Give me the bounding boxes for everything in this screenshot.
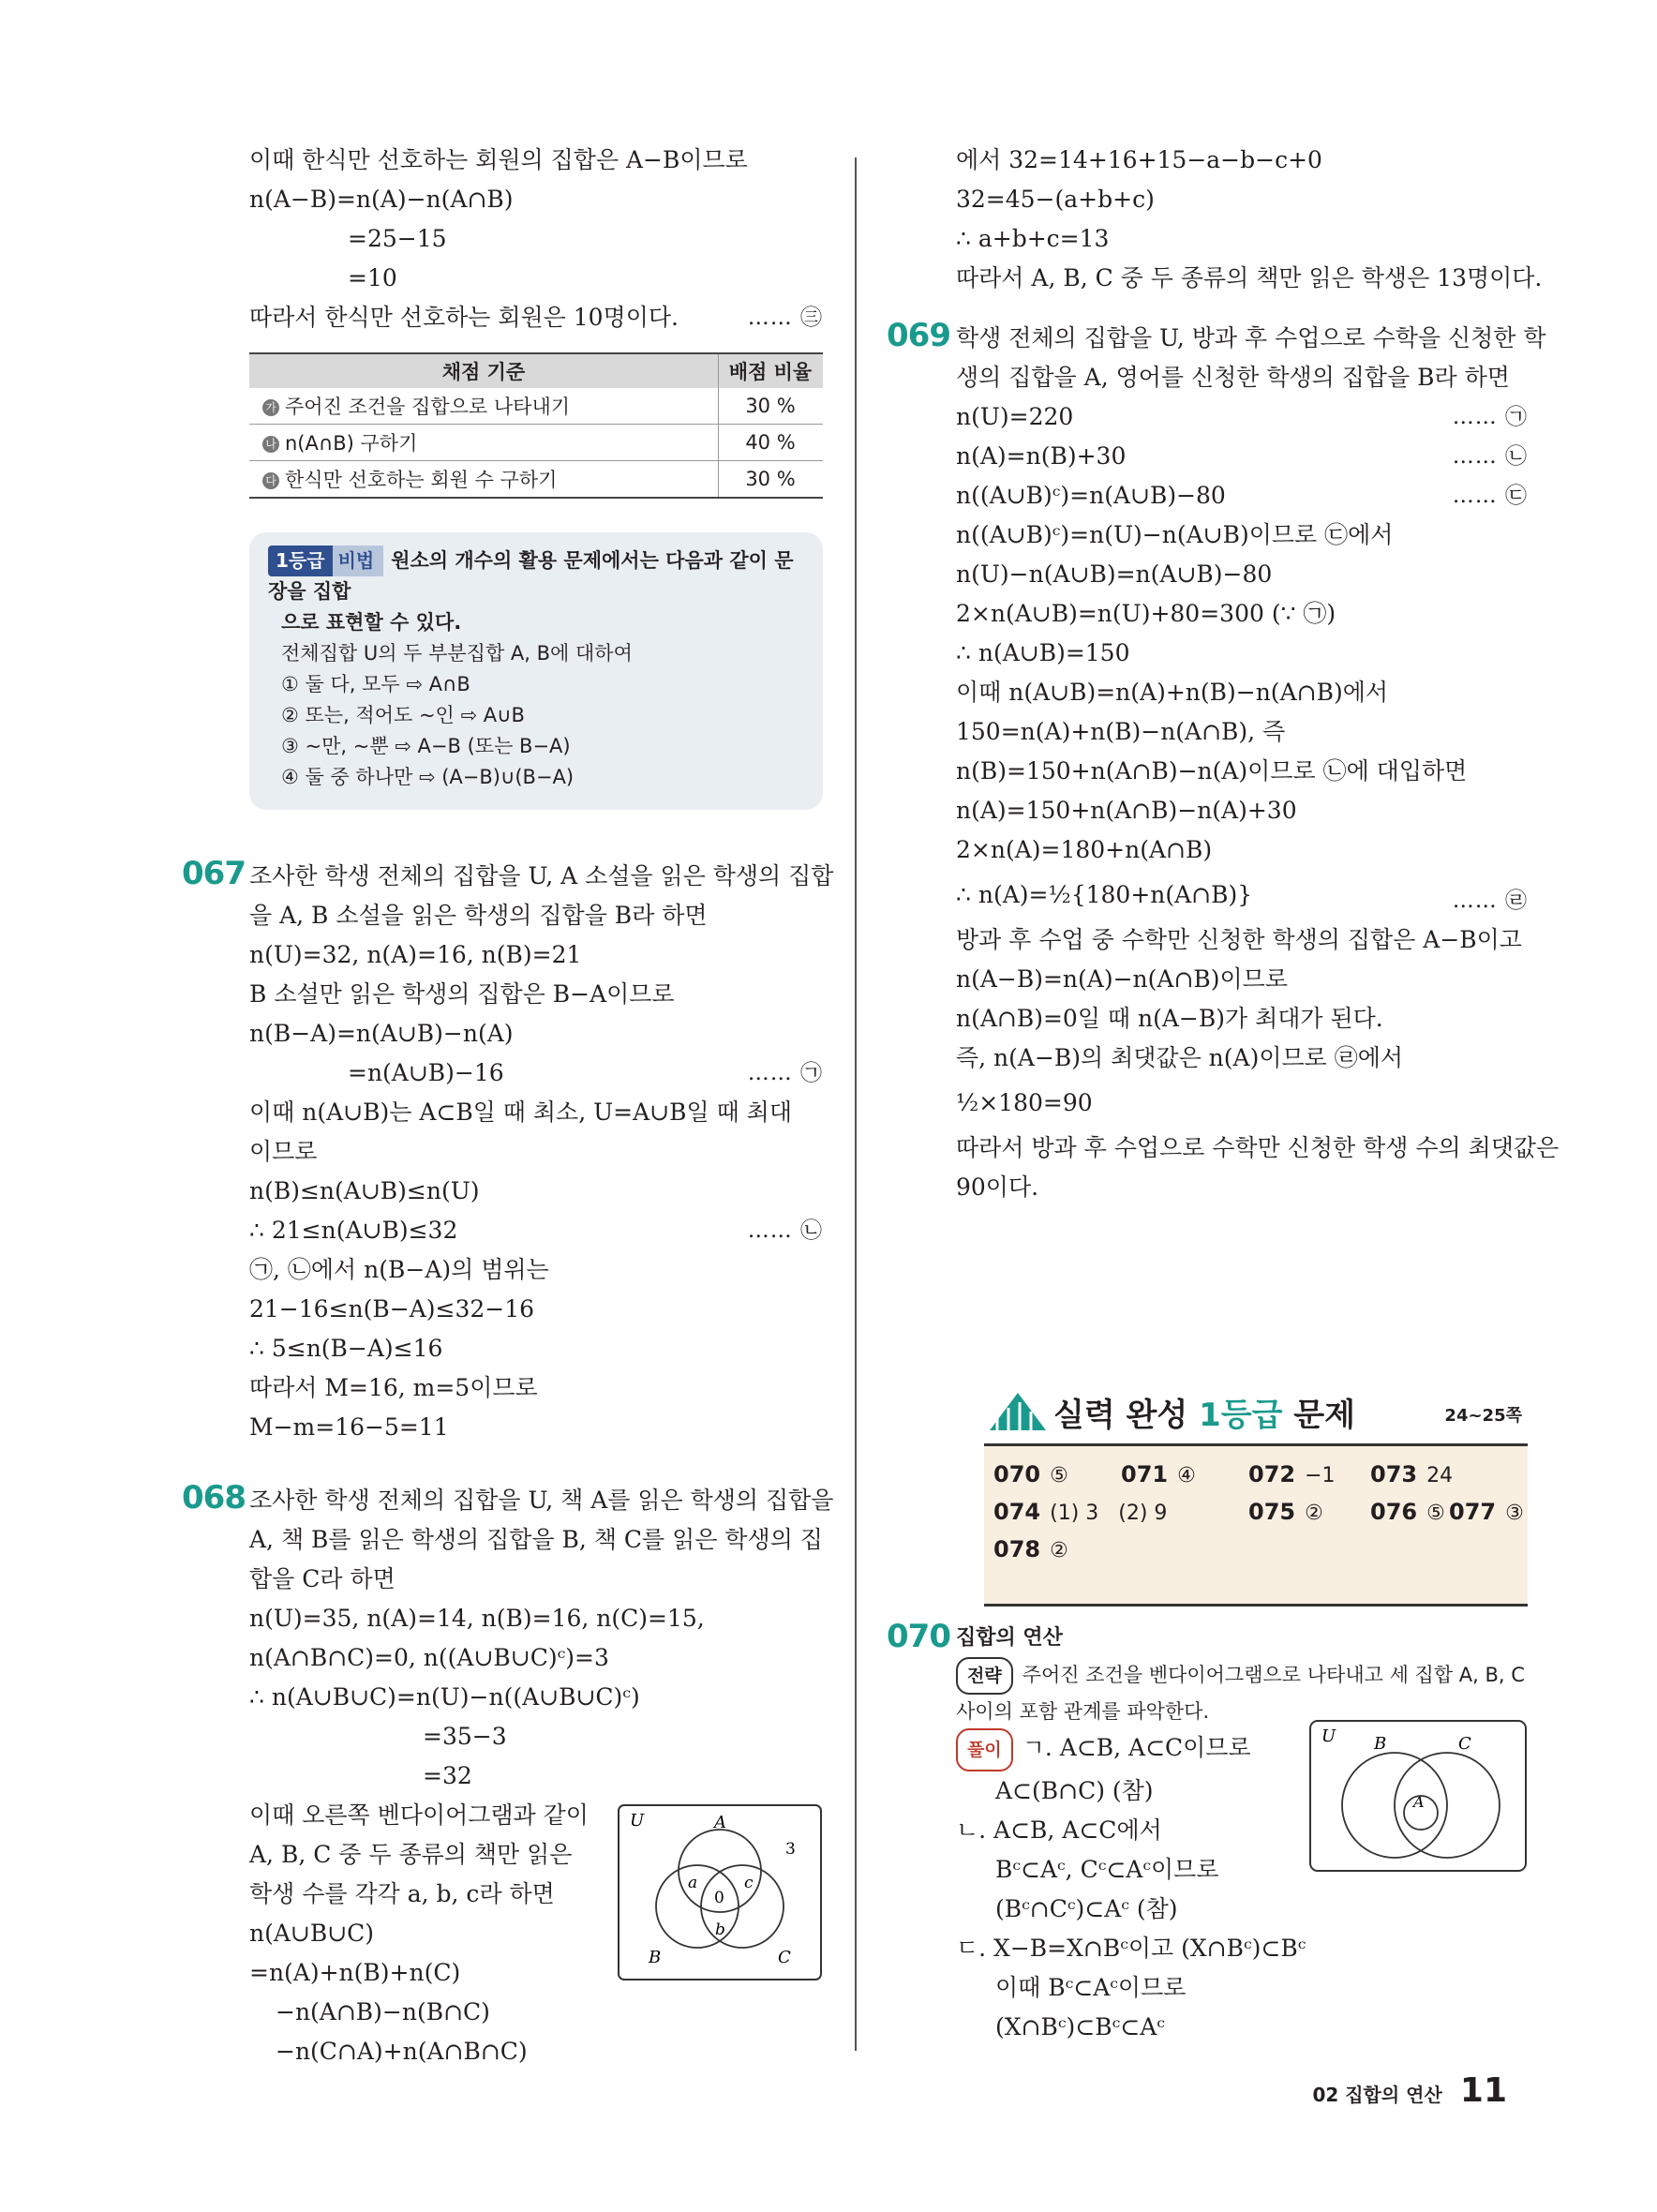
tip-badge: 1등급 (268, 546, 333, 576)
problem-070 (887, 1618, 1528, 2047)
strategy-text: 주어진 조건을 벤다이어그램으로 나타내고 세 집합 A, B, C (1022, 1664, 1525, 1686)
answer-number: 072 (1248, 1461, 1296, 1487)
tip-box (249, 532, 823, 810)
solution-text: ㄱ. A⊂B, A⊂C이므로 (1022, 1734, 1251, 1761)
table-cell (249, 461, 719, 499)
answer-item (1121, 1461, 1196, 1487)
answer-number: 071 (1121, 1461, 1169, 1487)
text-line: 즉, n(A−B)의 최댓값은 n(A)이므로 ㉣에서 (956, 1044, 1404, 1071)
tip-line: 으로 표현할 수 있다. (281, 611, 462, 634)
answer-number: 070 (993, 1461, 1041, 1487)
answer-item (993, 1536, 1068, 1562)
table-row (249, 461, 823, 499)
mark-icon: 다 (262, 472, 279, 489)
venn-label-u: U (1321, 1726, 1336, 1746)
table-header: 채점 기준 (249, 353, 719, 388)
text-line: 조사한 학생 전체의 집합을 U, A 소설을 읽은 학생의 집합 (249, 862, 834, 889)
equation-line (249, 1054, 823, 1093)
text-line: 생의 집합을 A, 영어를 신청한 학생의 집합을 B라 하면 (956, 364, 1510, 391)
step-tag: …… ㉡ (1452, 444, 1528, 469)
venn-label-c: C (778, 1948, 791, 1967)
table-cell: 30 % (719, 461, 824, 499)
equation-line: 에서 32=14+16+15−a−b−c+0 (956, 146, 1322, 173)
page-number: 11 (1459, 2071, 1507, 2110)
text-line: 합을 C라 하면 (249, 1565, 396, 1592)
answer-item (1449, 1499, 1524, 1525)
text-line: A, B, C 중 두 종류의 책만 읽은 (249, 1841, 573, 1868)
section-title-highlight: 1등급 (1199, 1397, 1283, 1434)
solution-line: (Bᶜ∩Cᶜ)⊂Aᶜ (참) (995, 1895, 1178, 1922)
criterion-text: n(A∩B) 구하기 (285, 432, 418, 455)
text-line: 학생 전체의 집합을 U, 방과 후 수업으로 수학을 신청한 학 (956, 324, 1546, 351)
problem-number: 069 (887, 317, 950, 354)
solution-line: ㄷ. X−B=X∩Bᶜ이고 (X∩Bᶜ)⊂Bᶜ (956, 1935, 1306, 1962)
text-line: n(A∩B)=0일 때 n(A−B)가 최대가 된다. (956, 1005, 1383, 1032)
section-title (1053, 1389, 1355, 1435)
equation-line: n(A∩B∩C)=0, n((A∪B∪C)ᶜ)=3 (249, 1644, 609, 1671)
answer-value: ② (1050, 1539, 1068, 1562)
table-header-row (249, 353, 823, 388)
text-line (249, 298, 823, 337)
equation-line: −n(C∩A)+n(A∩B∩C) (276, 2038, 528, 2065)
answer-value: −1 (1305, 1464, 1336, 1487)
table-row (249, 388, 823, 425)
venn-value-zero: 0 (714, 1889, 724, 1907)
equation-line: =10 (348, 264, 397, 291)
conclusion-text: 따라서 한식만 선호하는 회원은 10명이다. (249, 304, 679, 331)
answer-item (1248, 1461, 1336, 1487)
equation-line: =25−15 (348, 225, 447, 252)
text-line: 따라서 A, B, C 중 두 종류의 책만 읽은 학생은 13명이다. (956, 264, 1543, 291)
venn-diagram-070 (1308, 1719, 1528, 1873)
step-tag: …… ㉠ (747, 1061, 823, 1085)
venn-label-b: B (1374, 1734, 1387, 1754)
equation-line: 150=n(A)+n(B)−n(A∩B), 즉 (956, 718, 1286, 745)
answer-value: ④ (1177, 1464, 1196, 1487)
tip-line: ④ 둘 중 하나만 ⇨ (A−B)∪(B−A) (281, 766, 575, 788)
equation-line: 2×n(A)=180+n(A∩B) (956, 836, 1213, 863)
text-line: 을 A, B 소설을 읽은 학생의 집합을 B라 하면 (249, 902, 708, 929)
answer-number: 075 (1248, 1499, 1296, 1525)
answer-item (1370, 1461, 1453, 1487)
equation-line: n(A−B)=n(A)−n(A∩B) (249, 186, 514, 213)
equation-line: n(U)=32, n(A)=16, n(B)=21 (249, 941, 582, 968)
answer-item (993, 1499, 1167, 1525)
step-tag: …… ㉣ (1452, 889, 1528, 913)
step-tag: …… ㉠ (1452, 405, 1528, 429)
equation-line: n((A∪B)ᶜ)=n(U)−n(A∪B)이므로 ㉢에서 (956, 521, 1394, 548)
equation-line (956, 397, 1528, 437)
section-pages: 24~25쪽 (1444, 1406, 1522, 1426)
answer-value: ③ (1505, 1502, 1524, 1525)
step-tag: …… ㉡ (747, 1218, 823, 1243)
equation-line: n(A−B)=n(A)−n(A∩B)이므로 (956, 965, 1288, 993)
equation-line (956, 870, 1528, 920)
equation-line: ½×180=90 (956, 1089, 1093, 1116)
equation-line: ∴ n(A∪B)=150 (956, 639, 1130, 666)
venn-label-a: A (714, 1813, 726, 1832)
text-line: 방과 후 수업 중 수학만 신청한 학생의 집합은 A−B이고 (956, 926, 1522, 953)
equation-text: n(U)=220 (956, 403, 1074, 430)
equation-line: 21−16≤n(B−A)≤32−16 (249, 1295, 535, 1323)
problem-069 (887, 317, 1560, 1207)
solution-line: ㄴ. A⊂B, A⊂C에서 (956, 1816, 1162, 1844)
strategy-line: 사이의 포함 관계를 파악한다. (956, 1700, 1210, 1723)
answer-box (984, 1443, 1528, 1607)
equation-line: n(B)≤n(A∪B)≤n(U) (249, 1177, 480, 1204)
solution-badge: 풀이 (956, 1728, 1013, 1771)
venn-label-b: B (649, 1948, 662, 1967)
venn-value-three: 3 (785, 1840, 796, 1859)
tip-line: ② 또는, 적어도 ~인 ⇨ A∪B (281, 704, 525, 726)
mark-icon: 가 (262, 399, 279, 416)
chapter-title: 02 집합의 연산 (1312, 2084, 1442, 2106)
section-header (984, 1385, 1528, 1438)
answer-value: ⑤ (1426, 1502, 1445, 1525)
page-footer (1312, 2071, 1507, 2110)
text-line: 이때 오른쪽 벤다이어그램과 같이 (249, 1801, 589, 1829)
criterion-text: 주어진 조건을 집합으로 나타내기 (285, 396, 571, 418)
equation-line: n(U)−n(A∪B)=n(A∪B)−80 (956, 560, 1273, 588)
answer-number: 078 (993, 1536, 1041, 1562)
equation-text: ∴ n(A)=½{180+n(A∩B)} (956, 881, 1253, 908)
equation-line: 이때 n(A∪B)=n(A)+n(B)−n(A∩B)에서 (956, 679, 1388, 706)
answer-item (1370, 1499, 1445, 1525)
equation-line: n(B)=150+n(A∩B)−n(A)이므로 ㉡에 대입하면 (956, 757, 1468, 785)
left-column (182, 141, 834, 2071)
answer-item (993, 1461, 1068, 1487)
equation-line: ∴ 5≤n(B−A)≤16 (249, 1335, 443, 1362)
problem-number: 067 (182, 855, 246, 892)
table-cell (249, 388, 719, 425)
text-line: 이므로 (249, 1138, 318, 1165)
equation-line: n(A∪B∪C) (249, 1920, 375, 1947)
section-title-part: 실력 완성 (1053, 1397, 1188, 1434)
tip-line: 전체집합 U의 두 부분집합 A, B에 대하여 (281, 642, 633, 665)
column-divider (855, 157, 857, 2051)
venn-label-c: C (1458, 1734, 1471, 1754)
equation-line: 32=45−(a+b+c) (956, 186, 1155, 213)
problem-067 (182, 855, 834, 1447)
equation-line: =32 (423, 1762, 472, 1789)
equation-line: −n(A∩B)−n(B∩C) (276, 1998, 490, 2025)
answer-value: ② (1305, 1502, 1323, 1525)
answer-number: 073 (1370, 1461, 1418, 1487)
solution-line: A⊂(B∩C) (참) (995, 1777, 1154, 1804)
step-tag: …… ㊂ (747, 306, 823, 330)
section-logo-icon (984, 1389, 1050, 1434)
text-line: 90이다. (956, 1173, 1039, 1201)
table-cell: 30 % (719, 388, 824, 425)
text-line: 조사한 학생 전체의 집합을 U, 책 A를 읽은 학생의 집합을 (249, 1487, 834, 1514)
text-line: 학생 수를 각각 a, b, c라 하면 (249, 1880, 555, 1907)
text-line: ㉠, ㉡에서 n(B−A)의 범위는 (249, 1256, 549, 1283)
strategy-line (956, 1657, 1528, 1695)
answer-value: 24 (1426, 1464, 1454, 1487)
venn-label-a: A (1413, 1793, 1425, 1811)
venn-value-b: b (715, 1921, 725, 1939)
answer-number: 076 (1370, 1499, 1418, 1525)
text-line: B 소설만 읽은 학생의 집합은 B−A이므로 (249, 980, 675, 1008)
tip-badge: 비법 (333, 546, 384, 576)
equation-line: M−m=16−5=11 (249, 1413, 449, 1441)
criterion-text: 한식만 선호하는 회원 수 구하기 (285, 469, 558, 491)
equation-text: ∴ 21≤n(A∪B)≤32 (249, 1217, 458, 1244)
tip-line: ③ ~만, ~뿐 ⇨ A−B (또는 B−A) (281, 735, 571, 757)
step-tag: …… ㉢ (1452, 484, 1528, 508)
problem-number: 068 (182, 1479, 246, 1517)
venn-diagram-068 (617, 1803, 823, 1981)
problem-068 (182, 1479, 834, 2071)
answer-number: 074 (993, 1499, 1041, 1525)
answer-number: 077 (1449, 1499, 1497, 1525)
equation-line (956, 437, 1528, 476)
tip-text: 원소의 개수의 활용 문제에서는 다음과 같이 문장을 집합 (268, 549, 794, 603)
problem-number: 070 (887, 1618, 950, 1655)
tip-line: ① 둘 다, 모두 ⇨ A∩B (281, 673, 470, 695)
equation-text: n((A∪B)ᶜ)=n(A∪B)−80 (956, 482, 1226, 509)
solution-line: Bᶜ⊂Aᶜ, Cᶜ⊂Aᶜ이므로 (995, 1856, 1219, 1883)
equation-text: =n(A∪B)−16 (348, 1059, 504, 1086)
text-line: 따라서 M=16, m=5이므로 (249, 1374, 538, 1401)
equation-text: n(A)=n(B)+30 (956, 442, 1127, 470)
equation-line: n(U)=35, n(A)=14, n(B)=16, n(C)=15, (249, 1605, 705, 1632)
text-line: 이때 n(A∪B)는 A⊂B일 때 최소, U=A∪B일 때 최대 (249, 1099, 792, 1126)
section-title-part: 문제 (1293, 1397, 1355, 1434)
answer-value: ⑤ (1050, 1464, 1068, 1487)
tip-line (268, 546, 804, 607)
solution-line: 이때 Bᶜ⊂Aᶜ이므로 (995, 1974, 1187, 2001)
equation-line: ∴ a+b+c=13 (956, 225, 1110, 252)
equation-line: =35−3 (423, 1723, 507, 1750)
venn-label-u: U (630, 1811, 645, 1831)
mark-icon: 나 (262, 436, 279, 453)
equation-line: 2×n(A∪B)=n(U)+80=300 (∵ ㉠) (956, 600, 1336, 627)
problem-title: 집합의 연산 (956, 1626, 1063, 1650)
text-line: 따라서 방과 후 수업으로 수학만 신청한 학생 수의 최댓값은 (956, 1134, 1560, 1161)
table-header: 배점 비율 (719, 353, 824, 388)
equation-line (956, 476, 1528, 516)
text-line: A, 책 B를 읽은 학생의 집합을 B, 책 C를 읽은 학생의 집 (249, 1526, 823, 1553)
text-line: 이때 한식만 선호하는 회원의 집합은 A−B이므로 (249, 146, 748, 173)
scoring-table (249, 352, 823, 499)
equation-line (249, 1211, 823, 1250)
right-column (887, 141, 1560, 1207)
solution-line: (X∩Bᶜ)⊂Bᶜ⊂Aᶜ (995, 2013, 1165, 2040)
table-cell: 40 % (719, 425, 824, 461)
equation-line: n(B−A)=n(A∪B)−n(A) (249, 1020, 514, 1047)
strategy-badge: 전략 (956, 1657, 1013, 1695)
equation-line: =n(A)+n(B)+n(C) (249, 1959, 461, 1986)
answer-value: (1) 3 (2) 9 (1050, 1502, 1168, 1525)
venn-value-c: c (744, 1874, 754, 1892)
answer-item (1248, 1499, 1323, 1525)
equation-line: n(A)=150+n(A∩B)−n(A)+30 (956, 797, 1297, 824)
table-row (249, 425, 823, 461)
venn-value-a: a (688, 1874, 698, 1892)
equation-line: ∴ n(A∪B∪C)=n(U)−n((A∪B∪C)ᶜ) (249, 1683, 640, 1711)
table-cell (249, 425, 719, 461)
